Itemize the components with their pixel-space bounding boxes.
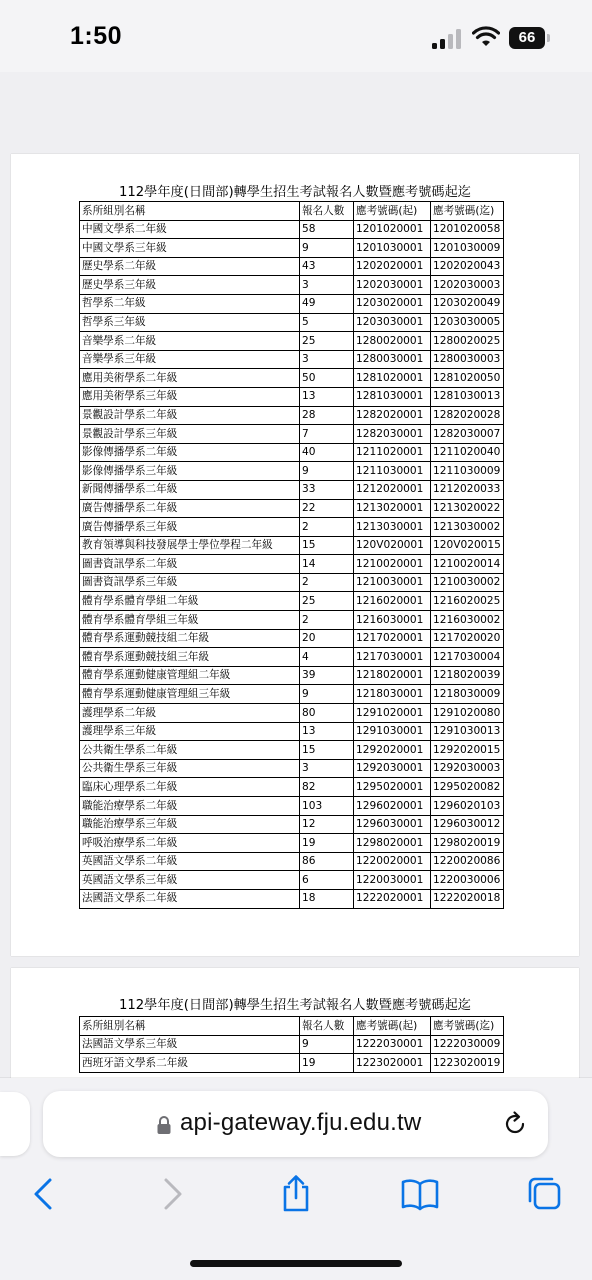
exam-number-end-cell: 1213030002 <box>431 518 504 537</box>
department-name-cell: 體育學系運動競技組三年級 <box>80 648 300 667</box>
table-row <box>80 666 504 685</box>
exam-number-start-cell: 1203030001 <box>354 313 431 332</box>
department-name-cell: 教育領導與科技發展學士學位學程二年級 <box>80 536 300 555</box>
exam-number-end-cell: 1201020058 <box>431 220 504 239</box>
department-name-cell: 體育學系運動競技組二年級 <box>80 629 300 648</box>
applicant-count-cell: 40 <box>300 443 354 462</box>
department-name-cell: 圖書資訊學系二年級 <box>80 555 300 574</box>
header-applicants: 報名人數 <box>300 1017 354 1036</box>
table-row <box>80 889 504 908</box>
department-name-cell: 哲學系二年級 <box>80 294 300 313</box>
battery-cap <box>547 34 550 42</box>
exam-number-end-cell: 1211020040 <box>431 443 504 462</box>
exam-number-end-cell: 1220030006 <box>431 871 504 890</box>
table-row <box>80 536 504 555</box>
exam-number-end-cell: 1295020082 <box>431 778 504 797</box>
exam-number-start-cell: 1218030001 <box>354 685 431 704</box>
applicant-count-cell: 3 <box>300 350 354 369</box>
table-row <box>80 778 504 797</box>
table-row <box>80 350 504 369</box>
department-name-cell: 英國語文學系三年級 <box>80 871 300 890</box>
applicant-count-cell: 12 <box>300 815 354 834</box>
department-name-cell: 中國文學系三年級 <box>80 239 300 258</box>
applicant-count-cell: 58 <box>300 220 354 239</box>
exam-number-start-cell: 1217020001 <box>354 629 431 648</box>
exam-number-start-cell: 1282020001 <box>354 406 431 425</box>
document-title: 112學年度(日間部)轉學生招生考試報名人數暨應考號碼起迄 <box>119 998 471 1013</box>
exam-number-start-cell: 1218020001 <box>354 666 431 685</box>
department-name-cell: 法國語文學系三年級 <box>80 1035 300 1054</box>
exam-number-start-cell: 1292020001 <box>354 741 431 760</box>
applicant-count-cell: 15 <box>300 536 354 555</box>
document-page-1 <box>11 154 579 956</box>
exam-number-end-cell: 1282020028 <box>431 406 504 425</box>
home-indicator[interactable] <box>190 1260 402 1267</box>
header-number-end: 應考號碼(迄) <box>431 202 504 221</box>
table-row <box>80 276 504 295</box>
department-name-cell: 圖書資訊學系三年級 <box>80 573 300 592</box>
table-row <box>80 294 504 313</box>
exam-number-end-cell: 1281030013 <box>431 387 504 406</box>
department-name-cell: 新聞傳播學系二年級 <box>80 480 300 499</box>
department-name-cell: 影像傳播學系三年級 <box>80 462 300 481</box>
table-header-row <box>80 1017 504 1036</box>
table-row <box>80 815 504 834</box>
department-name-cell: 應用美術學系二年級 <box>80 369 300 388</box>
applicant-count-cell: 50 <box>300 369 354 388</box>
share-icon[interactable] <box>276 1174 316 1214</box>
browser-toolbar <box>0 1078 592 1280</box>
lock-icon <box>156 1115 172 1135</box>
exam-number-start-cell: 1216020001 <box>354 592 431 611</box>
table-header-row <box>80 202 504 221</box>
table-row <box>80 239 504 258</box>
exam-number-start-cell: 1292030001 <box>354 759 431 778</box>
table-row <box>80 834 504 853</box>
address-bar[interactable] <box>43 1091 548 1157</box>
table-row <box>80 722 504 741</box>
exam-number-end-cell: 1218030009 <box>431 685 504 704</box>
exam-number-end-cell: 1210030002 <box>431 573 504 592</box>
applicant-count-cell: 2 <box>300 573 354 592</box>
department-name-cell: 護理學系二年級 <box>80 704 300 723</box>
table-body <box>80 1035 504 1072</box>
department-name-cell: 法國語文學系二年級 <box>80 889 300 908</box>
applicant-count-cell: 9 <box>300 1035 354 1054</box>
table-row <box>80 480 504 499</box>
exam-number-start-cell: 1216030001 <box>354 611 431 630</box>
department-name-cell: 公共衛生學系二年級 <box>80 741 300 760</box>
applicant-count-cell: 9 <box>300 462 354 481</box>
header-department: 系所組別名稱 <box>80 202 300 221</box>
department-name-cell: 景觀設計學系三年級 <box>80 425 300 444</box>
exam-number-start-cell: 1282030001 <box>354 425 431 444</box>
forward-button[interactable] <box>152 1174 192 1214</box>
exam-number-start-cell: 1212020001 <box>354 480 431 499</box>
department-name-cell: 音樂學系三年級 <box>80 350 300 369</box>
table-row <box>80 592 504 611</box>
wifi-icon <box>472 26 500 48</box>
exam-number-end-cell: 1216030002 <box>431 611 504 630</box>
table-row <box>80 1054 504 1073</box>
exam-number-start-cell: 1280020001 <box>354 332 431 351</box>
exam-number-end-cell: 1202030003 <box>431 276 504 295</box>
exam-number-end-cell: 1217030004 <box>431 648 504 667</box>
applicant-count-cell: 25 <box>300 592 354 611</box>
exam-number-start-cell: 1211030001 <box>354 462 431 481</box>
status-bar <box>0 0 592 72</box>
exam-number-end-cell: 1296020103 <box>431 797 504 816</box>
exam-number-end-cell: 120V020015 <box>431 536 504 555</box>
exam-number-start-cell: 1213030001 <box>354 518 431 537</box>
table-row <box>80 425 504 444</box>
table-row <box>80 443 504 462</box>
exam-number-start-cell: 1280030001 <box>354 350 431 369</box>
header-applicants: 報名人數 <box>300 202 354 221</box>
applicant-count-cell: 20 <box>300 629 354 648</box>
status-time: 1:50 <box>70 22 123 50</box>
applicant-count-cell: 13 <box>300 722 354 741</box>
exam-number-end-cell: 1280020025 <box>431 332 504 351</box>
department-name-cell: 呼吸治療學系二年級 <box>80 834 300 853</box>
applicant-count-cell: 80 <box>300 704 354 723</box>
exam-number-end-cell: 1212020033 <box>431 480 504 499</box>
department-name-cell: 體育學系體育學組二年級 <box>80 592 300 611</box>
exam-number-start-cell: 1281030001 <box>354 387 431 406</box>
department-name-cell: 歷史學系三年級 <box>80 276 300 295</box>
exam-number-end-cell: 1292020015 <box>431 741 504 760</box>
header-department: 系所組別名稱 <box>80 1017 300 1036</box>
applicant-count-cell: 7 <box>300 425 354 444</box>
table-row <box>80 462 504 481</box>
applicant-count-cell: 39 <box>300 666 354 685</box>
exam-number-end-cell: 1291030013 <box>431 722 504 741</box>
exam-number-end-cell: 1280030003 <box>431 350 504 369</box>
exam-number-end-cell: 1213020022 <box>431 499 504 518</box>
exam-number-end-cell: 1222020018 <box>431 889 504 908</box>
exam-number-start-cell: 1202030001 <box>354 276 431 295</box>
department-name-cell: 歷史學系二年級 <box>80 257 300 276</box>
table-row <box>80 573 504 592</box>
department-name-cell: 音樂學系二年級 <box>80 332 300 351</box>
applicant-count-cell: 86 <box>300 852 354 871</box>
registration-table <box>79 201 504 909</box>
department-name-cell: 體育學系運動健康管理組三年級 <box>80 685 300 704</box>
exam-number-end-cell: 1281020050 <box>431 369 504 388</box>
exam-number-end-cell: 1202020043 <box>431 257 504 276</box>
table-row <box>80 332 504 351</box>
department-name-cell: 臨床心理學系二年級 <box>80 778 300 797</box>
department-name-cell: 職能治療學系二年級 <box>80 797 300 816</box>
registration-table <box>79 1016 504 1073</box>
previous-tab-preview[interactable] <box>0 1092 30 1156</box>
exam-number-end-cell: 1216020025 <box>431 592 504 611</box>
exam-number-end-cell: 1218020039 <box>431 666 504 685</box>
exam-number-start-cell: 1295020001 <box>354 778 431 797</box>
bookmarks-icon[interactable] <box>400 1174 440 1214</box>
back-button[interactable] <box>24 1174 64 1214</box>
applicant-count-cell: 28 <box>300 406 354 425</box>
exam-number-start-cell: 1220020001 <box>354 852 431 871</box>
table-row <box>80 871 504 890</box>
exam-number-start-cell: 1223020001 <box>354 1054 431 1073</box>
header-number-start: 應考號碼(起) <box>354 1017 431 1036</box>
exam-number-start-cell: 1291020001 <box>354 704 431 723</box>
exam-number-start-cell: 1296020001 <box>354 797 431 816</box>
exam-number-end-cell: 1222030009 <box>431 1035 504 1054</box>
exam-number-end-cell: 1292030003 <box>431 759 504 778</box>
exam-number-start-cell: 1222020001 <box>354 889 431 908</box>
exam-number-end-cell: 1211030009 <box>431 462 504 481</box>
cellular-signal-icon <box>432 29 464 49</box>
table-row <box>80 759 504 778</box>
table-row <box>80 741 504 760</box>
exam-number-start-cell: 1220030001 <box>354 871 431 890</box>
applicant-count-cell: 22 <box>300 499 354 518</box>
department-name-cell: 哲學系三年級 <box>80 313 300 332</box>
header-number-end: 應考號碼(迄) <box>431 1017 504 1036</box>
applicant-count-cell: 5 <box>300 313 354 332</box>
applicant-count-cell: 14 <box>300 555 354 574</box>
exam-number-end-cell: 1217020020 <box>431 629 504 648</box>
applicant-count-cell: 2 <box>300 518 354 537</box>
table-row <box>80 611 504 630</box>
exam-number-end-cell: 1291020080 <box>431 704 504 723</box>
exam-number-end-cell: 1203020049 <box>431 294 504 313</box>
exam-number-end-cell: 1282030007 <box>431 425 504 444</box>
applicant-count-cell: 15 <box>300 741 354 760</box>
exam-number-start-cell: 1222030001 <box>354 1035 431 1054</box>
exam-number-end-cell: 1296030012 <box>431 815 504 834</box>
table-row <box>80 685 504 704</box>
exam-number-start-cell: 1213020001 <box>354 499 431 518</box>
table-row <box>80 313 504 332</box>
table-row <box>80 704 504 723</box>
applicant-count-cell: 19 <box>300 834 354 853</box>
applicant-count-cell: 19 <box>300 1054 354 1073</box>
department-name-cell: 公共衛生學系三年級 <box>80 759 300 778</box>
exam-number-start-cell: 1281020001 <box>354 369 431 388</box>
department-name-cell: 護理學系三年級 <box>80 722 300 741</box>
reload-icon[interactable] <box>501 1110 529 1138</box>
applicant-count-cell: 2 <box>300 611 354 630</box>
exam-number-start-cell: 1203020001 <box>354 294 431 313</box>
applicant-count-cell: 4 <box>300 648 354 667</box>
exam-number-start-cell: 1210030001 <box>354 573 431 592</box>
tabs-icon[interactable] <box>524 1174 564 1214</box>
exam-number-end-cell: 1201030009 <box>431 239 504 258</box>
applicant-count-cell: 3 <box>300 276 354 295</box>
department-name-cell: 體育學系運動健康管理組二年級 <box>80 666 300 685</box>
applicant-count-cell: 9 <box>300 685 354 704</box>
table-row <box>80 852 504 871</box>
exam-number-start-cell: 1217030001 <box>354 648 431 667</box>
exam-number-start-cell: 120V020001 <box>354 536 431 555</box>
exam-number-end-cell: 1203030005 <box>431 313 504 332</box>
exam-number-start-cell: 1298020001 <box>354 834 431 853</box>
document-title: 112學年度(日間部)轉學生招生考試報名人數暨應考號碼起迄 <box>119 185 471 200</box>
url-text[interactable]: api-gateway.fju.edu.tw <box>180 1109 422 1136</box>
applicant-count-cell: 103 <box>300 797 354 816</box>
department-name-cell: 廣告傳播學系二年級 <box>80 499 300 518</box>
applicant-count-cell: 49 <box>300 294 354 313</box>
table-row <box>80 629 504 648</box>
department-name-cell: 體育學系體育學組三年級 <box>80 611 300 630</box>
exam-number-end-cell: 1298020019 <box>431 834 504 853</box>
department-name-cell: 職能治療學系三年級 <box>80 815 300 834</box>
department-name-cell: 英國語文學系二年級 <box>80 852 300 871</box>
exam-number-start-cell: 1201030001 <box>354 239 431 258</box>
department-name-cell: 應用美術學系三年級 <box>80 387 300 406</box>
table-row <box>80 220 504 239</box>
applicant-count-cell: 25 <box>300 332 354 351</box>
department-name-cell: 廣告傳播學系三年級 <box>80 518 300 537</box>
table-row <box>80 499 504 518</box>
exam-number-end-cell: 1220020086 <box>431 852 504 871</box>
exam-number-end-cell: 1210020014 <box>431 555 504 574</box>
exam-number-start-cell: 1296030001 <box>354 815 431 834</box>
department-name-cell: 景觀設計學系二年級 <box>80 406 300 425</box>
table-row <box>80 1035 504 1054</box>
applicant-count-cell: 43 <box>300 257 354 276</box>
applicant-count-cell: 33 <box>300 480 354 499</box>
table-row <box>80 387 504 406</box>
header-number-start: 應考號碼(起) <box>354 202 431 221</box>
table-row <box>80 797 504 816</box>
battery-icon: 66 <box>509 27 545 49</box>
applicant-count-cell: 3 <box>300 759 354 778</box>
applicant-count-cell: 13 <box>300 387 354 406</box>
table-row <box>80 406 504 425</box>
exam-number-start-cell: 1211020001 <box>354 443 431 462</box>
department-name-cell: 中國文學系二年級 <box>80 220 300 239</box>
table-row <box>80 555 504 574</box>
applicant-count-cell: 6 <box>300 871 354 890</box>
applicant-count-cell: 9 <box>300 239 354 258</box>
table-row <box>80 518 504 537</box>
department-name-cell: 影像傳播學系二年級 <box>80 443 300 462</box>
table-row <box>80 648 504 667</box>
exam-number-start-cell: 1291030001 <box>354 722 431 741</box>
applicant-count-cell: 82 <box>300 778 354 797</box>
applicant-count-cell: 18 <box>300 889 354 908</box>
table-body <box>80 220 504 908</box>
exam-number-start-cell: 1210020001 <box>354 555 431 574</box>
exam-number-start-cell: 1201020001 <box>354 220 431 239</box>
exam-number-start-cell: 1202020001 <box>354 257 431 276</box>
table-row <box>80 369 504 388</box>
exam-number-end-cell: 1223020019 <box>431 1054 504 1073</box>
table-row <box>80 257 504 276</box>
department-name-cell: 西班牙語文學系二年級 <box>80 1054 300 1073</box>
